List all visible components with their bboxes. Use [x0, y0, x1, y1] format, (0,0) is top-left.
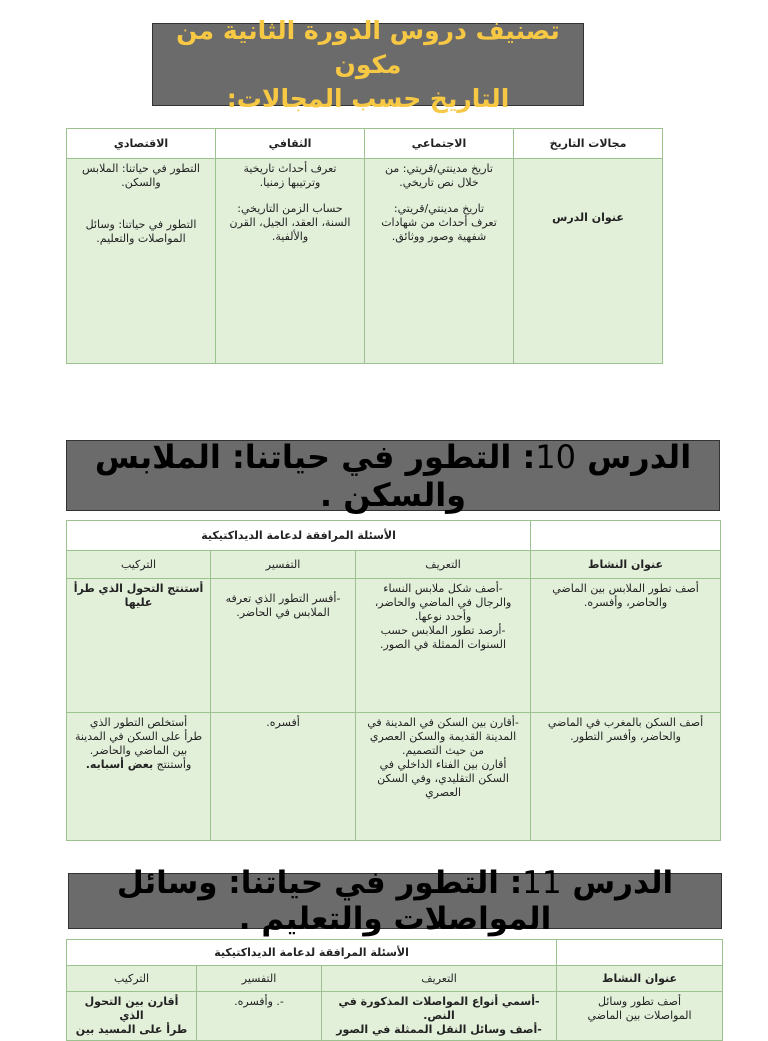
activity-cell: أصف تطور وسائل المواصلات بين الماضي: [557, 992, 723, 1041]
row-label-lesson-title: عنوان الدرس: [514, 159, 663, 364]
header-activity: عنوان النشاط: [557, 966, 723, 992]
header-definition: التعريف: [356, 551, 531, 579]
interpretation-cell: -. وأفسره.: [197, 992, 322, 1041]
definition-cell: -أقارن بين السكن في المدينة في المدينة القديمة والسكن العصري من حيث التصميم. أقارن بين الفناء الداخلي في السكن التقليدي، وفي السكن العصري: [356, 713, 531, 841]
interpretation-cell: -أفسر التطور الذي تعرفه الملابس في الحاضر.: [211, 579, 356, 713]
supporting-questions-header: الأسئلة المرافقة لدعامة الديداكتيكية: [67, 521, 531, 551]
activity-cell: أصف السكن بالمغرب في الماضي والحاضر، وأفسر التطور.: [531, 713, 721, 841]
definition-cell: -أصف شكل ملابس النساء والرجال في الماضي والحاضر، وأحدد نوعها. -أرصد تطور الملابس حسب السنوات الممثلة في الصور.: [356, 579, 531, 713]
definition-cell: -أسمي أنواع المواصلات المذكورة في النص. -أصف وسائل النقل الممثلة في الصور: [322, 992, 557, 1041]
cell-economic: التطور في حياتنا: الملابس والسكن. التطور في حياتنا: وسائل المواصلات والتعليم.: [67, 159, 216, 364]
header-definition: التعريف: [322, 966, 557, 992]
banner-line-2: التاريخ حسب المجالات:: [226, 83, 510, 113]
header-synthesis: التركيب: [67, 551, 211, 579]
domains-table: [66, 128, 663, 364]
interpretation-cell: أفسره.: [211, 713, 356, 841]
banner-line-1: تصنيف دروس الدورة الثانية من مكون: [176, 15, 560, 79]
cell-social: تاريخ مدينتي/قريتي: من خلال نص تاريخي. تاريخ مدينتي/قريتي: تعرف أحداث من شهادات شفهية وصور ووثائق.: [365, 159, 514, 364]
lesson-11-banner: [68, 865, 722, 937]
header-economic: الاقتصادي: [67, 129, 216, 159]
synthesis-cell: أستخلص التطور الذي طرأ على السكن في المدينة بين الماضي والحاضر. وأستنتج بعض أسبابه.: [67, 713, 211, 841]
header-domains: مجالات التاريخ: [514, 129, 663, 159]
cell-cultural: تعرف أحداث تاريخية وترتيبها زمنيا. حساب الزمن التاريخي: السنة، العقد، الجيل، القرن والألفية.: [216, 159, 365, 364]
lesson-10-title: الدرس 10: التطور في حياتنا: الملابس والسكن .: [94, 437, 692, 514]
header-social: الاجتماعي: [365, 129, 514, 159]
header-cultural: الثقافي: [216, 129, 365, 159]
header-interpretation: التفسير: [197, 966, 322, 992]
synthesis-cell: أقارن بين التحول الذي طرأ على المسيد بين: [67, 992, 197, 1041]
lesson-10-table: [66, 520, 721, 841]
activity-cell: أصف تطور الملابس بين الماضي والحاضر، وأفسره.: [531, 579, 721, 713]
header-synthesis: التركيب: [67, 966, 197, 992]
lesson-11-table: [66, 939, 723, 1041]
header-activity: عنوان النشاط: [531, 551, 721, 579]
supporting-questions-header: الأسئلة المرافقة لدعامة الديداكتيكية: [67, 940, 557, 966]
lesson-10-banner: [66, 437, 720, 514]
section-banner: [152, 15, 584, 113]
synthesis-cell: أستنتج التحول الذي طرأ عليها: [67, 579, 211, 713]
lesson-11-title: الدرس 11: التطور في حياتنا: وسائل المواصلات والتعليم .: [116, 865, 674, 937]
header-interpretation: التفسير: [211, 551, 356, 579]
